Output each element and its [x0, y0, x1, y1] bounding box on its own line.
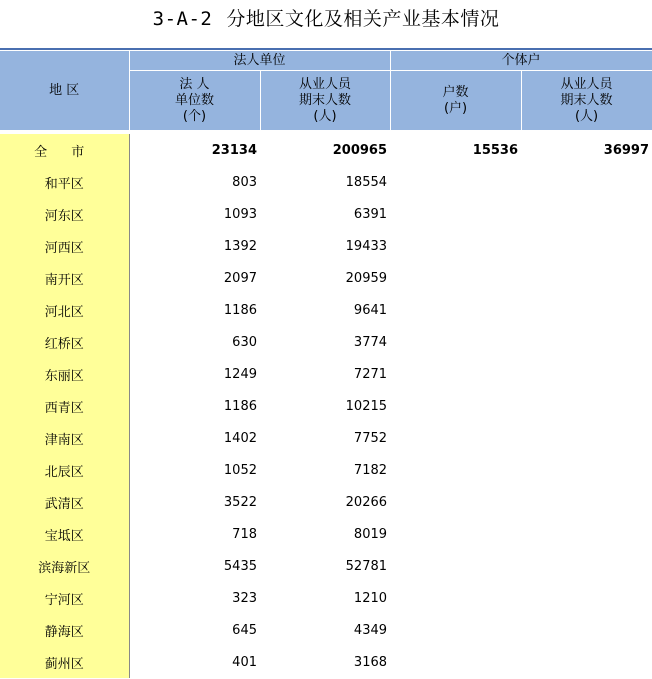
individual-households-cell	[390, 294, 521, 326]
legal-units-cell: 323	[232, 590, 257, 606]
legal-units-cell: 3522	[223, 494, 257, 510]
table-row	[0, 262, 652, 294]
region-cell: 静海区	[0, 614, 129, 646]
region-cell: 河东区	[0, 198, 129, 230]
individual-households-cell	[390, 166, 521, 198]
individual-employees-cell	[521, 614, 652, 646]
legal-employees-cell: 8019	[353, 526, 388, 542]
table-row	[0, 454, 652, 486]
table-title: 分地区文化及相关产业基本情况	[226, 8, 500, 30]
region-cell: 红桥区	[0, 326, 129, 358]
table-row	[0, 646, 652, 678]
individual-households-cell	[390, 582, 521, 614]
individual-households-cell	[390, 486, 521, 518]
legal-employees-cell: 20959	[345, 270, 388, 286]
legal-employees-cell: 7182	[353, 462, 388, 478]
header-legal-employees: 从业人员 期末人数 (人)	[260, 71, 390, 131]
legal-units-cell: 5435	[223, 558, 257, 574]
region-cell: 武清区	[0, 486, 129, 518]
table-row	[0, 422, 652, 454]
table-code: 3-A-2	[152, 8, 213, 30]
individual-employees-cell	[521, 358, 652, 390]
table-body	[0, 134, 652, 678]
legal-units-cell: 1093	[223, 206, 257, 222]
header-legal-count: 法 人 单位数 (个)	[129, 71, 260, 131]
region-cell: 北辰区	[0, 454, 129, 486]
individual-households-cell	[390, 358, 521, 390]
individual-employees-cell	[521, 390, 652, 422]
individual-employees-cell	[521, 198, 652, 230]
individual-households-cell	[390, 230, 521, 262]
region-cell: 东丽区	[0, 358, 129, 390]
region-cell: 宝坻区	[0, 518, 129, 550]
region-cell: 宁河区	[0, 582, 129, 614]
individual-employees-cell	[521, 550, 652, 582]
legal-units-cell: 1052	[223, 462, 257, 478]
legal-units-cell: 1186	[223, 302, 257, 318]
individual-households-cell: 15536	[472, 142, 519, 158]
individual-employees-cell	[521, 486, 652, 518]
individual-households-cell	[390, 326, 521, 358]
table-row	[0, 294, 652, 326]
table-row	[0, 614, 652, 646]
legal-employees-cell: 3774	[353, 334, 388, 350]
individual-employees-cell	[521, 422, 652, 454]
header-region: 地 区	[0, 51, 129, 131]
legal-units-cell: 1249	[223, 366, 257, 382]
individual-households-cell	[390, 614, 521, 646]
legal-employees-cell: 1210	[353, 590, 388, 606]
legal-units-cell: 401	[232, 654, 257, 670]
individual-employees-cell	[521, 582, 652, 614]
individual-households-cell	[390, 422, 521, 454]
header-group-legal: 法人单位	[129, 51, 390, 71]
region-cell: 南开区	[0, 262, 129, 294]
table-row	[0, 198, 652, 230]
header-individual-employees: 从业人员 期末人数 (人)	[521, 71, 652, 131]
legal-units-cell: 1392	[223, 238, 257, 254]
table-row-total	[0, 134, 652, 166]
legal-employees-cell: 7752	[353, 430, 388, 446]
legal-employees-cell: 4349	[353, 622, 388, 638]
individual-employees-cell	[521, 166, 652, 198]
individual-employees-cell	[521, 262, 652, 294]
table-row	[0, 230, 652, 262]
table-row	[0, 486, 652, 518]
page-title	[0, 4, 652, 31]
individual-employees-cell	[521, 230, 652, 262]
individual-employees-cell	[521, 646, 652, 678]
individual-households-cell	[390, 550, 521, 582]
header-group-individual: 个体户	[390, 51, 652, 71]
legal-units-cell: 803	[232, 174, 257, 190]
table-header	[0, 51, 652, 135]
legal-employees-cell: 10215	[345, 398, 388, 414]
table-row	[0, 358, 652, 390]
region-cell: 和平区	[0, 166, 129, 198]
table-row	[0, 518, 652, 550]
individual-employees-cell	[521, 294, 652, 326]
legal-employees-cell: 3168	[353, 654, 388, 670]
individual-employees-cell: 36997	[603, 142, 650, 158]
legal-units-cell: 718	[232, 526, 257, 542]
header-individual-households: 户数 (户)	[390, 71, 521, 131]
individual-households-cell	[390, 390, 521, 422]
legal-units-cell: 1402	[223, 430, 257, 446]
legal-employees-cell: 19433	[345, 238, 388, 254]
individual-households-cell	[390, 518, 521, 550]
region-cell: 津南区	[0, 422, 129, 454]
table-row	[0, 390, 652, 422]
legal-employees-cell: 18554	[345, 174, 388, 190]
individual-employees-cell	[521, 454, 652, 486]
legal-employees-cell: 6391	[353, 206, 388, 222]
legal-employees-cell: 7271	[353, 366, 388, 382]
region-cell: 滨海新区	[0, 550, 129, 582]
region-cell: 河北区	[0, 294, 129, 326]
individual-households-cell	[390, 262, 521, 294]
legal-units-cell: 1186	[223, 398, 257, 414]
individual-households-cell	[390, 646, 521, 678]
legal-units-cell: 630	[232, 334, 257, 350]
table-row	[0, 166, 652, 198]
legal-employees-cell: 200965	[332, 142, 388, 158]
legal-employees-cell: 9641	[353, 302, 388, 318]
table-row	[0, 582, 652, 614]
individual-employees-cell	[521, 518, 652, 550]
individual-employees-cell	[521, 326, 652, 358]
legal-employees-cell: 52781	[345, 558, 388, 574]
region-cell: 蓟州区	[0, 646, 129, 678]
individual-households-cell	[390, 198, 521, 230]
table-row	[0, 550, 652, 582]
region-cell: 河西区	[0, 230, 129, 262]
legal-units-cell: 23134	[211, 142, 257, 158]
legal-units-cell: 645	[232, 622, 257, 638]
individual-households-cell	[390, 454, 521, 486]
legal-units-cell: 2097	[223, 270, 257, 286]
data-table	[0, 50, 652, 678]
region-cell: 西青区	[0, 390, 129, 422]
legal-employees-cell: 20266	[345, 494, 388, 510]
table-row	[0, 326, 652, 358]
region-cell: 全 市	[0, 134, 129, 166]
